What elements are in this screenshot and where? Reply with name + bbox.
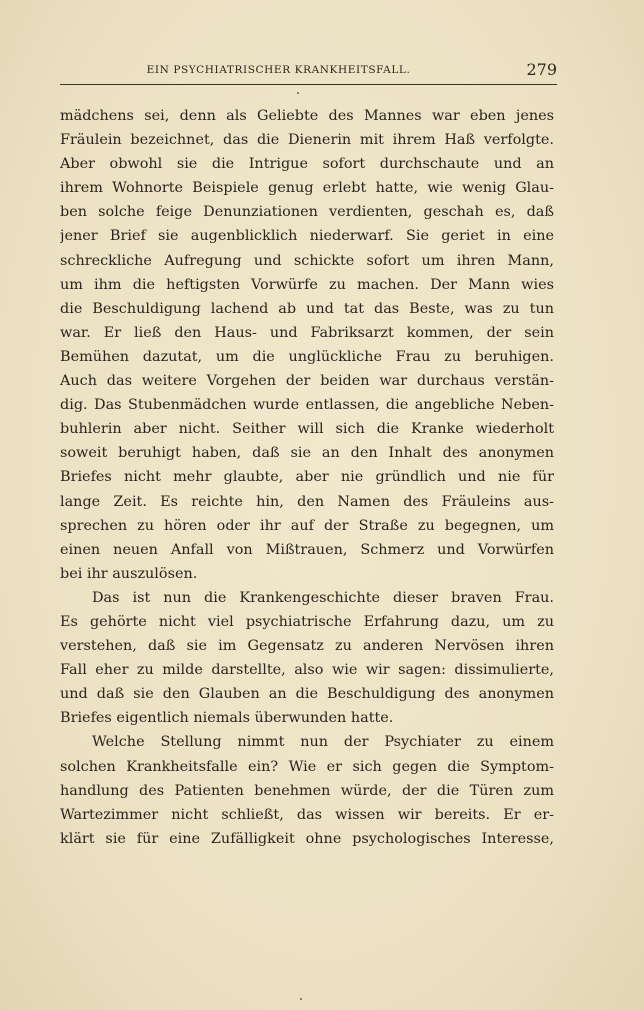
paper-speck — [297, 92, 299, 94]
text-line: klärt sie für eine Zufälligkeit ohne psychologisches Interesse, — [60, 830, 554, 847]
running-head-title: EIN PSYCHIATRISCHER KRANKHEITSFALL. — [146, 64, 411, 76]
text-line: Fräulein bezeichnet, das die Dienerin mit ihrem Haß verfolgte. — [60, 132, 554, 149]
text-line: handlung des Patienten benehmen würde, der die Türen zum — [60, 782, 554, 799]
text-line: dig. Das Stubenmädchen wurde entlassen, die angebliche Neben- — [60, 397, 554, 414]
text-line: um ihm die heftigsten Vorwürfe zu machen. Der Mann wies — [60, 276, 554, 293]
running-header — [60, 60, 557, 84]
body-text — [60, 104, 554, 851]
text-line: Auch das weitere Vorgehen der beiden war durchaus verstän- — [60, 373, 554, 390]
text-line: soweit beruhigt haben, daß sie an den Inhalt des anonymen — [60, 445, 554, 462]
text-line: jener Brief sie augenblicklich niederwarf. Sie geriet in eine — [60, 228, 554, 245]
text-line: Fall eher zu milde darstellte, also wie wir sagen: dissimulierte, — [60, 662, 554, 679]
paper-speck — [300, 998, 302, 1000]
text-line: Briefes nicht mehr glaubte, aber nie gründlich und nie für — [60, 469, 554, 486]
text-line: Bemühen dazutat, um die unglückliche Frau zu beruhigen. — [60, 348, 554, 365]
text-line: bei ihr auszulösen. — [60, 565, 198, 582]
text-line: einen neuen Anfall von Mißtrauen, Schmerz und Vorwürfen — [60, 541, 554, 558]
text-line: schreckliche Aufregung und schickte sofort um ihren Mann, — [60, 252, 554, 269]
text-line: Aber obwohl sie die Intrigue sofort durchschaute und an — [60, 156, 554, 173]
text-line: Wartezimmer nicht schließt, das wissen wir bereits. Er er- — [60, 806, 554, 823]
text-line: die Beschuldigung lachend ab und tat das Beste, was zu tun — [60, 300, 554, 317]
header-rule — [60, 84, 557, 85]
text-line: und daß sie den Glauben an die Beschuldigung des anonymen — [60, 686, 554, 703]
page-number: 279 — [526, 60, 557, 79]
text-line: war. Er ließ den Haus- und Fabriksarzt kommen, der sein — [60, 324, 554, 341]
text-line: mädchens sei, denn als Geliebte des Mannes war eben jenes — [60, 108, 554, 124]
text-line: ihrem Wohnorte Beispiele genug erlebt hatte, wie wenig Glau- — [60, 180, 554, 197]
text-line: buhlerin aber nicht. Seither will sich die Kranke wiederholt — [60, 421, 554, 438]
text-line: solchen Krankheitsfalle ein? Wie er sich gegen die Symptom- — [60, 758, 554, 775]
text-line: lange Zeit. Es reichte hin, den Namen des Fräuleins aus- — [60, 493, 554, 510]
text-line: verstehen, daß sie im Gegensatz zu anderen Nervösen ihren — [60, 638, 554, 655]
text-line: Es gehörte nicht viel psychiatrische Erfahrung dazu, um zu — [60, 613, 554, 630]
text-line: ben solche feige Denunziationen verdienten, geschah es, daß — [60, 204, 554, 221]
text-line: Welche Stellung nimmt nun der Psychiater zu einem — [92, 734, 554, 751]
text-line: Das ist nun die Krankengeschichte dieser braven Frau. — [92, 589, 554, 606]
text-line: sprechen zu hören oder ihr auf der Straße zu begegnen, um — [60, 517, 554, 534]
text-line: Briefes eigentlich niemals überwunden hatte. — [60, 710, 394, 727]
